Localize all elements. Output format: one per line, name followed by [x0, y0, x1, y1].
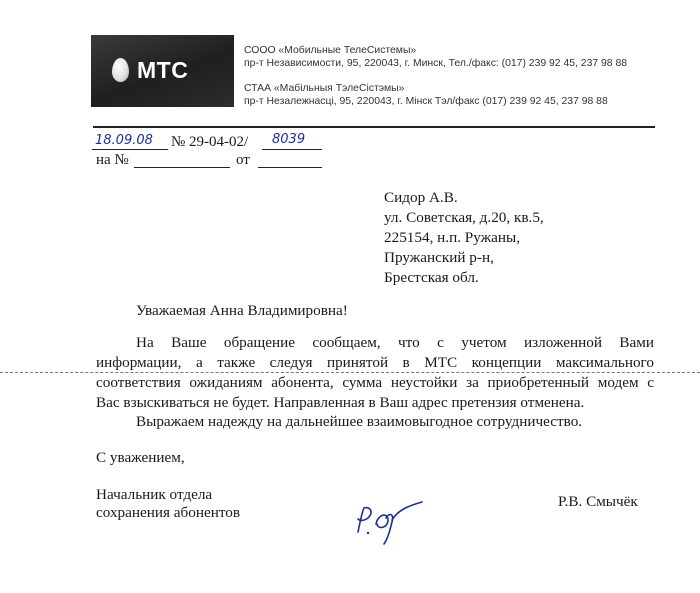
mts-egg-logo-icon — [112, 58, 129, 82]
company-name-ru: СООО «Мобильные ТелеСистемы» — [244, 45, 417, 56]
ref-from-label: от — [236, 152, 250, 168]
logo-text: МТС — [137, 57, 189, 83]
outgoing-date: 18.09.08 — [95, 133, 153, 148]
signatory-title-line2: сохранения абонентов — [96, 504, 241, 521]
recipient-name: Сидор А.В. — [384, 189, 458, 206]
scan-artifact-line — [0, 372, 700, 373]
body-line: На Ваше обращение сообщаем, что с учетом изложенной Вами — [136, 334, 654, 351]
recipient-district: Пружанский р-н, — [384, 249, 494, 266]
body-line: Вас взыскиваться не будет. Направленная в Ваш адрес претензия отменена. — [96, 394, 585, 411]
header-divider — [93, 126, 655, 128]
outgoing-number-prefix: № 29-04-02/ — [171, 134, 249, 150]
date-underline — [92, 149, 168, 150]
outgoing-number: 8039 — [272, 132, 306, 147]
signatory-title-line1: Начальник отдела — [96, 486, 213, 503]
body-line: соответствия ожиданиям абонента, сумма неустойки за приобретенный модем с — [96, 374, 654, 391]
recipient-region: Брестская обл. — [384, 269, 479, 286]
handwritten-signature-icon — [350, 500, 430, 548]
greeting: Уважаемая Анна Владимировна! — [136, 302, 348, 319]
ref-number-label: на № — [96, 152, 129, 168]
closing: С уважением, — [96, 449, 185, 466]
mts-logo — [91, 35, 234, 107]
recipient-postcode: 225154, н.п. Ружаны, — [384, 229, 521, 246]
recipient-street: ул. Советская, д.20, кв.5, — [384, 209, 544, 226]
signatory-name: Р.В. Смычёк — [558, 493, 638, 510]
company-address-by: пр-т Незалежнасці, 95, 220043, г. Мінск Тэл/факс (017) 239 92 45, 237 98 88 — [244, 96, 608, 107]
body-line: Выражаем надежду на дальнейшее взаимовыгодное сотрудничество. — [136, 413, 583, 430]
body-line: информации, а также следуя принятой в МТС концепции максимального — [96, 354, 654, 371]
company-name-by: СТАА «Мабільныя ТэлеСістэмы» — [244, 83, 405, 94]
ref-number-blank — [134, 167, 230, 168]
number-underline — [262, 149, 322, 150]
company-address-ru: пр-т Независимости, 95, 220043, г. Минск, Тел./факс: (017) 239 92 45, 237 98 88 — [244, 58, 628, 69]
ref-date-blank — [258, 167, 322, 168]
